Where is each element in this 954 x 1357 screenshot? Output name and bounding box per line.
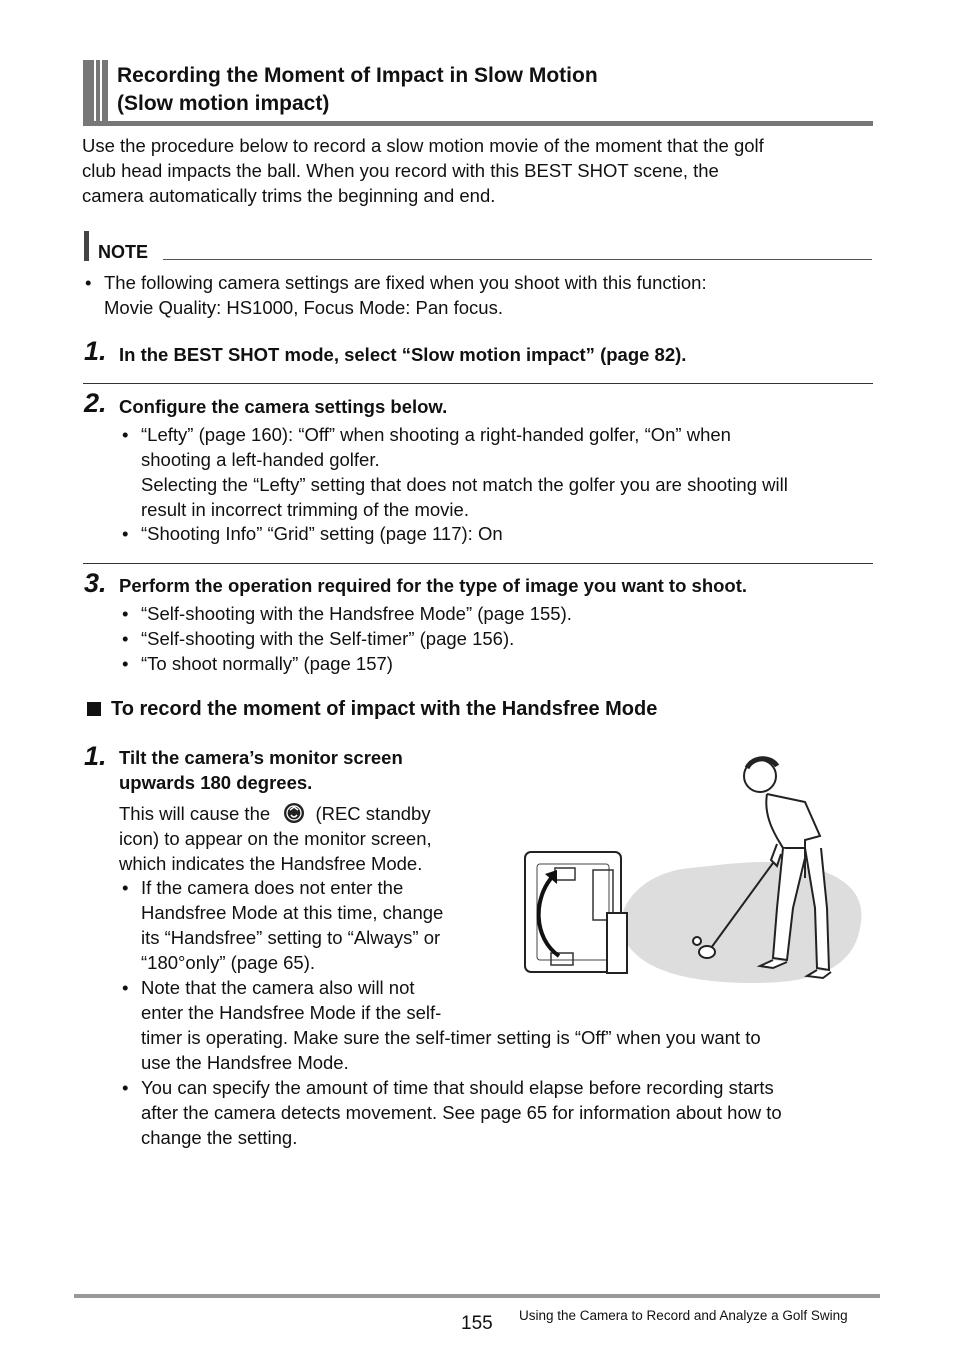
note-rule <box>163 259 872 260</box>
heading-bar-decoration <box>102 60 108 122</box>
bullet-line: after the camera detects movement. See page 65 for information about how to <box>141 1102 782 1123</box>
heading-bar-decoration <box>83 60 94 122</box>
step-bullet: • “Self-shooting with the Self-timer” (page 156). <box>122 628 515 649</box>
step-text: In the BEST SHOT mode, select “Slow motion impact” (page 82). <box>119 344 687 365</box>
subsection-square-icon <box>87 702 101 716</box>
bullet-line: Selecting the “Lefty” setting that does not match the golfer you are shooting will <box>141 474 788 495</box>
intro-line: club head impacts the ball. When you record with this BEST SHOT scene, the <box>82 160 719 181</box>
step-text: Perform the operation required for the type of image you want to shoot. <box>119 575 748 596</box>
bullet-line: shooting a left-handed golfer. <box>141 449 380 470</box>
note-label: NOTE <box>98 242 149 262</box>
step-bullet: • “To shoot normally” (page 157) <box>122 653 393 674</box>
step-text <box>119 745 403 795</box>
section-title <box>117 62 598 118</box>
intro-line: camera automatically trims the beginning and end. <box>82 185 496 206</box>
section-title-line1: Recording the Moment of Impact in Slow Motion <box>117 64 598 87</box>
bullet-line: “Self-shooting with the Handsfree Mode” (page 155). <box>141 603 572 624</box>
page-number: 155 <box>461 1313 493 1334</box>
footer-rule <box>74 1294 880 1298</box>
rec-standby-icon <box>283 802 305 824</box>
heading-bar-decoration <box>96 60 100 122</box>
footer-chapter-title: Using the Camera to Record and Analyze a Golf Swing <box>519 1308 848 1323</box>
camera-and-golfer-illustration <box>515 748 867 988</box>
paragraph-text: (REC standby <box>315 803 431 824</box>
intro-line: Use the procedure below to record a slow motion movie of the moment that the golf <box>82 135 764 156</box>
bullet-line: change the setting. <box>141 1127 298 1148</box>
bullet-line: “180°only” (page 65). <box>141 952 315 973</box>
bullet-line: timer is operating. Make sure the self-timer setting is “Off” when you want to <box>141 1027 761 1048</box>
section-title-line2: (Slow motion impact) <box>117 92 330 115</box>
bullet-line: its “Handsfree” setting to “Always” or <box>141 927 441 948</box>
bullet-line: “Lefty” (page 160): “Off” when shooting a right-handed golfer, “On” when <box>141 424 731 445</box>
bullet-line: If the camera does not enter the <box>141 877 404 898</box>
note-bullet: • The following camera settings are fixed when you shoot with this function: Movie Quality: HS1000, Focus Mode: Pan focus. <box>85 272 707 318</box>
step-number: 1. <box>84 336 107 366</box>
bullet-line: Handsfree Mode at this time, change <box>141 902 444 923</box>
bullet-line: use the Handsfree Mode. <box>141 1052 349 1073</box>
bullet-line: Note that the camera also will not <box>141 977 415 998</box>
step-text-line: upwards 180 degrees. <box>119 772 313 793</box>
bullet-line: You can specify the amount of time that should elapse before recording starts <box>141 1077 774 1098</box>
handsfree-bullet: • You can specify the amount of time that should elapse before recording starts after the camera detects movement. See page 65 for information about how to change the setting. <box>122 1077 782 1148</box>
step-number: 2. <box>84 388 107 418</box>
bullet-line: “Self-shooting with the Self-timer” (page 156). <box>141 628 515 649</box>
intro-paragraph <box>82 133 764 208</box>
handsfree-paragraph <box>119 801 432 876</box>
step-bullet: • “Self-shooting with the Handsfree Mode” (page 155). <box>122 603 572 624</box>
bullet-line: “Shooting Info” “Grid” setting (page 117): On <box>141 523 503 544</box>
subsection-title: To record the moment of impact with the Handsfree Mode <box>111 698 658 720</box>
handsfree-bullet: • Note that the camera also will not enter the Handsfree Mode if the self- timer is operating. Make sure the self-timer setting is “Off” when you want to use the Handsfree Mode. <box>122 977 761 1073</box>
step-bullet: • “Shooting Info” “Grid” setting (page 117): On <box>122 523 503 544</box>
step-separator <box>83 563 873 564</box>
handsfree-bullet: • If the camera does not enter the Handsfree Mode at this time, change its “Handsfree” setting to “Always” or “180°only” (page 65). <box>122 877 444 973</box>
bullet-line: enter the Handsfree Mode if the self- <box>141 1002 442 1023</box>
step-bullet: • “Lefty” (page 160): “Off” when shooting a right-handed golfer, “On” when shooting a left-handed golfer. Selecting the “Lefty” setting that does not match the golfer you are shooting will result in incorrect trimming of the movie. <box>122 424 788 520</box>
bullet-line: result in incorrect trimming of the movie. <box>141 499 469 520</box>
step-text-line: Tilt the camera’s monitor screen <box>119 747 403 768</box>
heading-rule <box>83 121 873 126</box>
paragraph-text: This will cause the <box>119 803 271 824</box>
step-number: 1. <box>84 741 107 771</box>
paragraph-line: icon) to appear on the monitor screen, <box>119 828 432 849</box>
camera-drawing <box>525 852 627 973</box>
step-number: 3. <box>84 568 107 598</box>
note-bar <box>84 231 89 261</box>
step-separator <box>83 383 873 384</box>
paragraph-line: which indicates the Handsfree Mode. <box>119 853 423 874</box>
note-bullet-line: The following camera settings are fixed when you shoot with this function: <box>104 272 707 293</box>
bullet-line: “To shoot normally” (page 157) <box>141 653 393 674</box>
step-text: Configure the camera settings below. <box>119 396 448 417</box>
note-bullet-line: Movie Quality: HS1000, Focus Mode: Pan focus. <box>104 297 503 318</box>
